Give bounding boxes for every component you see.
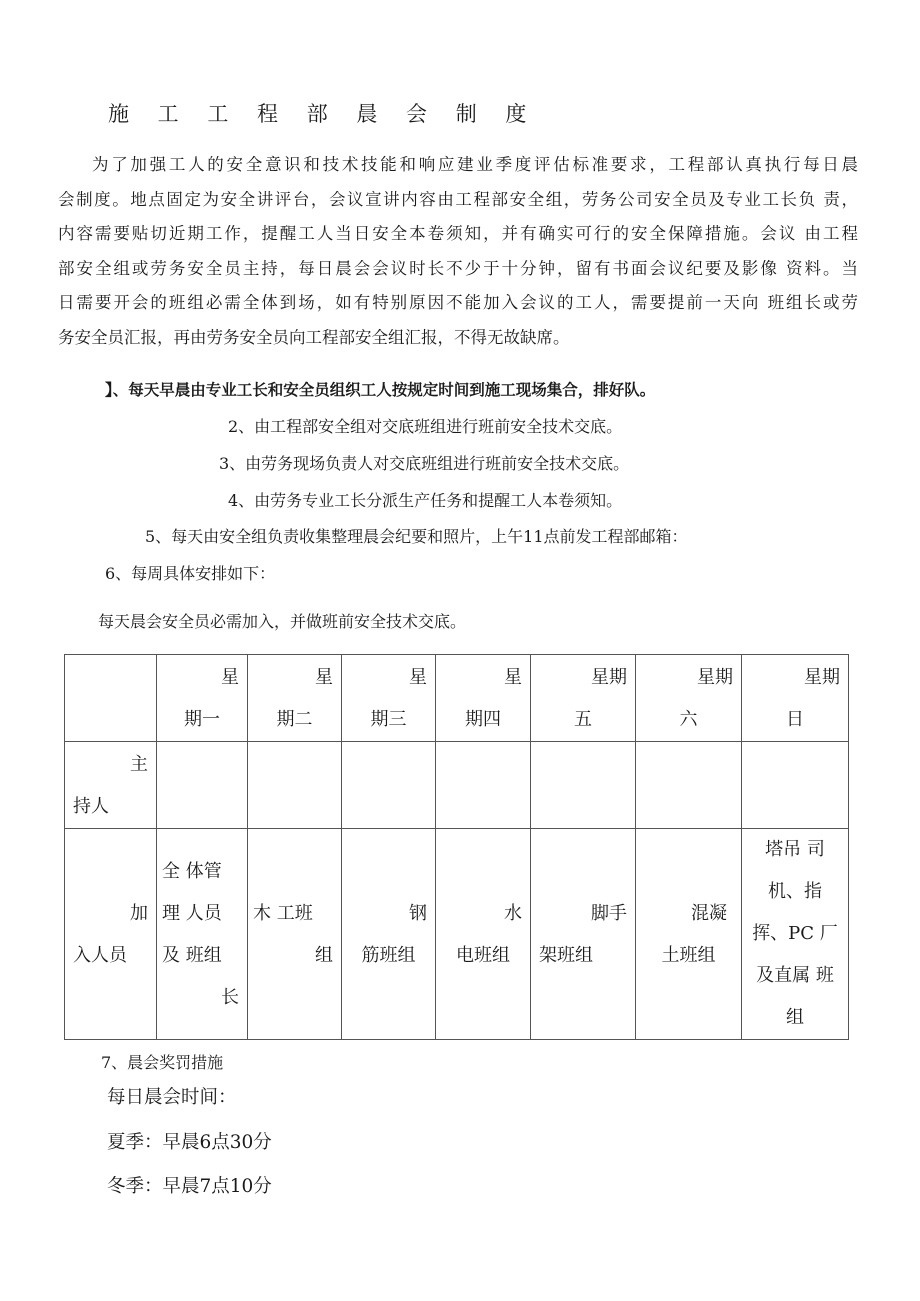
header-cell-monday: 星 期一 bbox=[157, 655, 248, 742]
host-cell bbox=[157, 742, 248, 829]
winter-time: 冬季：早晨7点10分 bbox=[107, 1176, 272, 1197]
header-cell-thursday: 星 期四 bbox=[436, 655, 531, 742]
weekly-schedule-table bbox=[64, 654, 849, 1040]
safety-note: 每天晨会安全员必需加入，并做班前安全技术交底。 bbox=[98, 612, 467, 631]
item-4: 4、由劳务专业工长分派生产任务和提醒工人本卷须知。 bbox=[228, 491, 623, 510]
item-1: 】、每天早晨由专业工长和安全员组织工人按规定时间到施工现场集合，排好队。 bbox=[105, 381, 656, 399]
participants-cell-sunday: 塔吊 司 机、指 挥、PC 厂 及直属 班 组 bbox=[742, 829, 849, 1040]
header-cell-friday: 星期 五 bbox=[531, 655, 636, 742]
document-title: 施 工 工 程 部 晨 会 制 度 bbox=[108, 102, 538, 126]
intro-line: 内容需要贴切近期工作，提醒工人当日安全本卷须知，并有确实可行的安全保障措施。会议 由工程 bbox=[58, 224, 858, 243]
item-3: 3、由劳务现场负责人对交底班组进行班前安全技术交底。 bbox=[219, 454, 630, 473]
intro-line: 会制度。地点固定为安全讲评台，会议宣讲内容由工程部安全组，劳务公司安全员及专业工长负 责， bbox=[58, 189, 858, 209]
intro-line: 日需要开会的班组必需全体到场，如有特别原因不能加入会议的工人，需要提前一天向 班组长或劳 bbox=[58, 293, 858, 312]
host-row bbox=[65, 742, 849, 829]
participants-cell-saturday: 混凝 土班组 bbox=[636, 829, 742, 1040]
host-cell bbox=[342, 742, 436, 829]
host-cell bbox=[742, 742, 849, 829]
participants-row bbox=[65, 829, 849, 1040]
header-row bbox=[65, 655, 849, 742]
intro-line: 为了加强工人的安全意识和技术技能和响应建业季度评估标准要求，工程部认真执行每日晨 bbox=[92, 155, 858, 174]
participants-cell-wednesday: 钢 筋班组 bbox=[342, 829, 436, 1040]
host-cell bbox=[636, 742, 742, 829]
header-cell-empty bbox=[65, 655, 157, 742]
item-6: 6、每周具体安排如下： bbox=[105, 564, 276, 583]
meeting-time-label: 每日晨会时间： bbox=[107, 1087, 237, 1108]
participants-cell-thursday: 水 电班组 bbox=[436, 829, 531, 1040]
host-cell bbox=[531, 742, 636, 829]
intro-line: 部安全组或劳务安全员主持，每日晨会会议时长不少于十分钟，留有书面会议纪要及影像 资料。当 bbox=[58, 258, 858, 278]
participants-label-cell: 加 入人员 bbox=[65, 829, 157, 1040]
host-cell bbox=[436, 742, 531, 829]
header-cell-tuesday: 星 期二 bbox=[248, 655, 342, 742]
participants-cell-friday: 脚手 架班组 bbox=[531, 829, 636, 1040]
participants-cell-monday: 全 体管 理 人员 及 班组 长 bbox=[157, 829, 248, 1040]
section-7-heading: 7、晨会奖罚措施 bbox=[101, 1053, 224, 1072]
intro-paragraph bbox=[58, 148, 858, 355]
item-2: 2、由工程部安全组对交底班组进行班前安全技术交底。 bbox=[228, 417, 623, 436]
intro-line: 务安全员汇报，再由劳务安全员向工程部安全组汇报，不得无故缺席。 bbox=[58, 327, 570, 347]
host-label-cell: 主 持人 bbox=[65, 742, 157, 829]
header-cell-wednesday: 星 期三 bbox=[342, 655, 436, 742]
header-cell-sunday: 星期 日 bbox=[742, 655, 849, 742]
host-cell bbox=[248, 742, 342, 829]
header-cell-saturday: 星期 六 bbox=[636, 655, 742, 742]
item-5: 5、每天由安全组负责收集整理晨会纪要和照片，上午11点前发工程部邮箱： bbox=[145, 527, 688, 546]
summer-time: 夏季：早晨6点30分 bbox=[107, 1132, 272, 1153]
participants-cell-tuesday: 木 工班 组 bbox=[248, 829, 342, 1040]
